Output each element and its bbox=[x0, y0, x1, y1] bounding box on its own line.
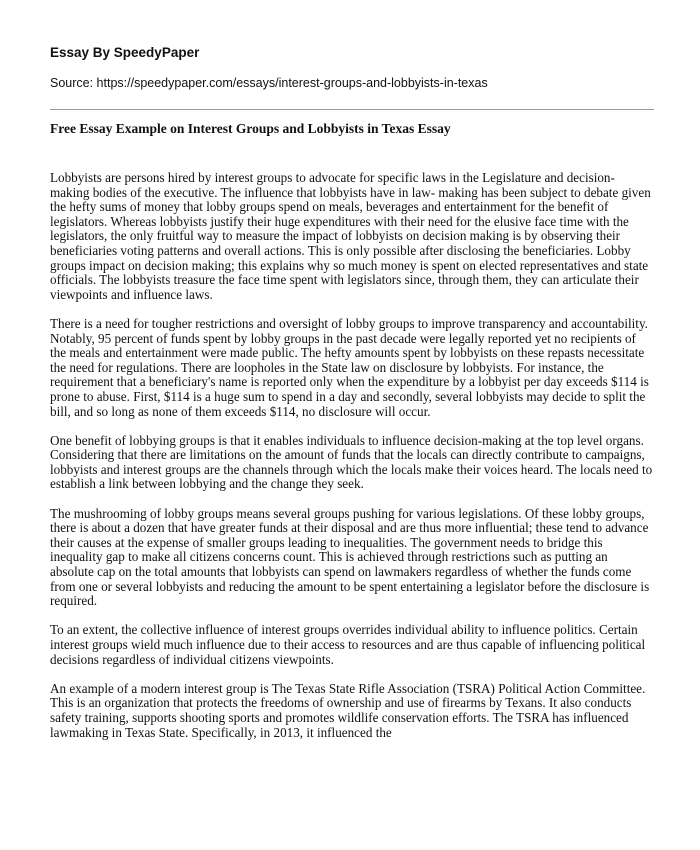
essay-paragraph-3: One benefit of lobbying groups is that it enables individuals to influence decision-making at the top level organs. Considering that there are limitations on the amount of funds that the locals can directly contribute to campaigns, lobbyists and interest groups are the channels through which the locals make their voices heard. The locals need to establish a link between lobbying and the change they seek. bbox=[50, 432, 653, 492]
essay-body bbox=[50, 171, 654, 755]
essay-paragraph-6: An example of a modern interest group is The Texas State Rifle Association (TSRA) Political Action Committee. This is an organization that protects the freedoms of ownership and use of firearms by Texans. It also conducts safety training, supports shooting sports and promotes wildlife conservation efforts. The TSRA has influenced lawmaking in Texas State. Specifically, in 2013, it influenced the bbox=[50, 680, 646, 740]
essay-paragraph-2: There is a need for tougher restrictions and oversight of lobby groups to improve transparency and accountability. Notably, 95 percent of funds spent by lobby groups in the past decade were legally reported yet no recipients of the meals and entertainment were made public. The hefty amounts spent by lobbyists on these repasts necessitate the need for regulations. There are loopholes in the State law on disclosure by lobbyists. For instance, the requirement that a beneficiary's name is reported only when the expenditure by a lobbyist per day exceeds $114 is prone to abuse. First, $114 is a huge sum to spend in a day and secondly, several lobbyists may decide to split the bill, and so long as none of them exceeds $114, no disclosure will occur. bbox=[50, 315, 649, 419]
essay-paragraph-5: To an extent, the collective influence of interest groups overrides individual ability to influence politics. Certain interest groups wield much influence due to their access to resources and are thus capable of influencing political decisions regardless of individual citizens viewpoints. bbox=[50, 622, 646, 667]
site-title: Essay By SpeedyPaper bbox=[50, 45, 200, 60]
source-line: Source: https://speedypaper.com/essays/interest-groups-and-lobbyists-in-texas bbox=[50, 76, 488, 90]
page-header bbox=[50, 44, 660, 92]
essay-paragraph-4: The mushrooming of lobby groups means several groups pushing for various legislations. Of these lobby groups, there is about a dozen that have greater funds at their disposal and are thus more influential; these tend to advance their causes at the expense of smaller groups leading to inequalities. The government needs to bridge this inequality gap to make all citizens concerns count. This is achieved through restrictions such as putting an absolute cap on the total amounts that lobbyists can spend on lawmakers regardless of whether the funds come from one or several lobbyists and reducing the amount to be spent entertaining a legislator before the disclosure is required. bbox=[50, 505, 650, 609]
header-divider bbox=[50, 109, 654, 110]
essay-paragraph-1: Lobbyists are persons hired by interest groups to advocate for specific laws in the Legislature and decision-making bodies of the executive. The influence that lobbyists have in law- making has been subject to debate given the hefty sums of money that lobby groups spend on meals, beverages and entertainment for the benefit of legislators. Whereas lobbyists justify their huge expenditures with their need for the elusive face time with the legislators, the only fruitful way to measure the impact of lobbyists on decision making is by observing their beneficiaries voting patterns and overall actions. This is only possible after disclosing the beneficiaries. Lobby groups impact on decision making; this explains why so much money is spent on elected representatives and state officials. The lobbyists treasure the face time spent with legislators since, through them, they can articulate their viewpoints and influence laws. bbox=[50, 170, 651, 302]
essay-title: Free Essay Example on Interest Groups and Lobbyists in Texas Essay bbox=[50, 121, 451, 136]
